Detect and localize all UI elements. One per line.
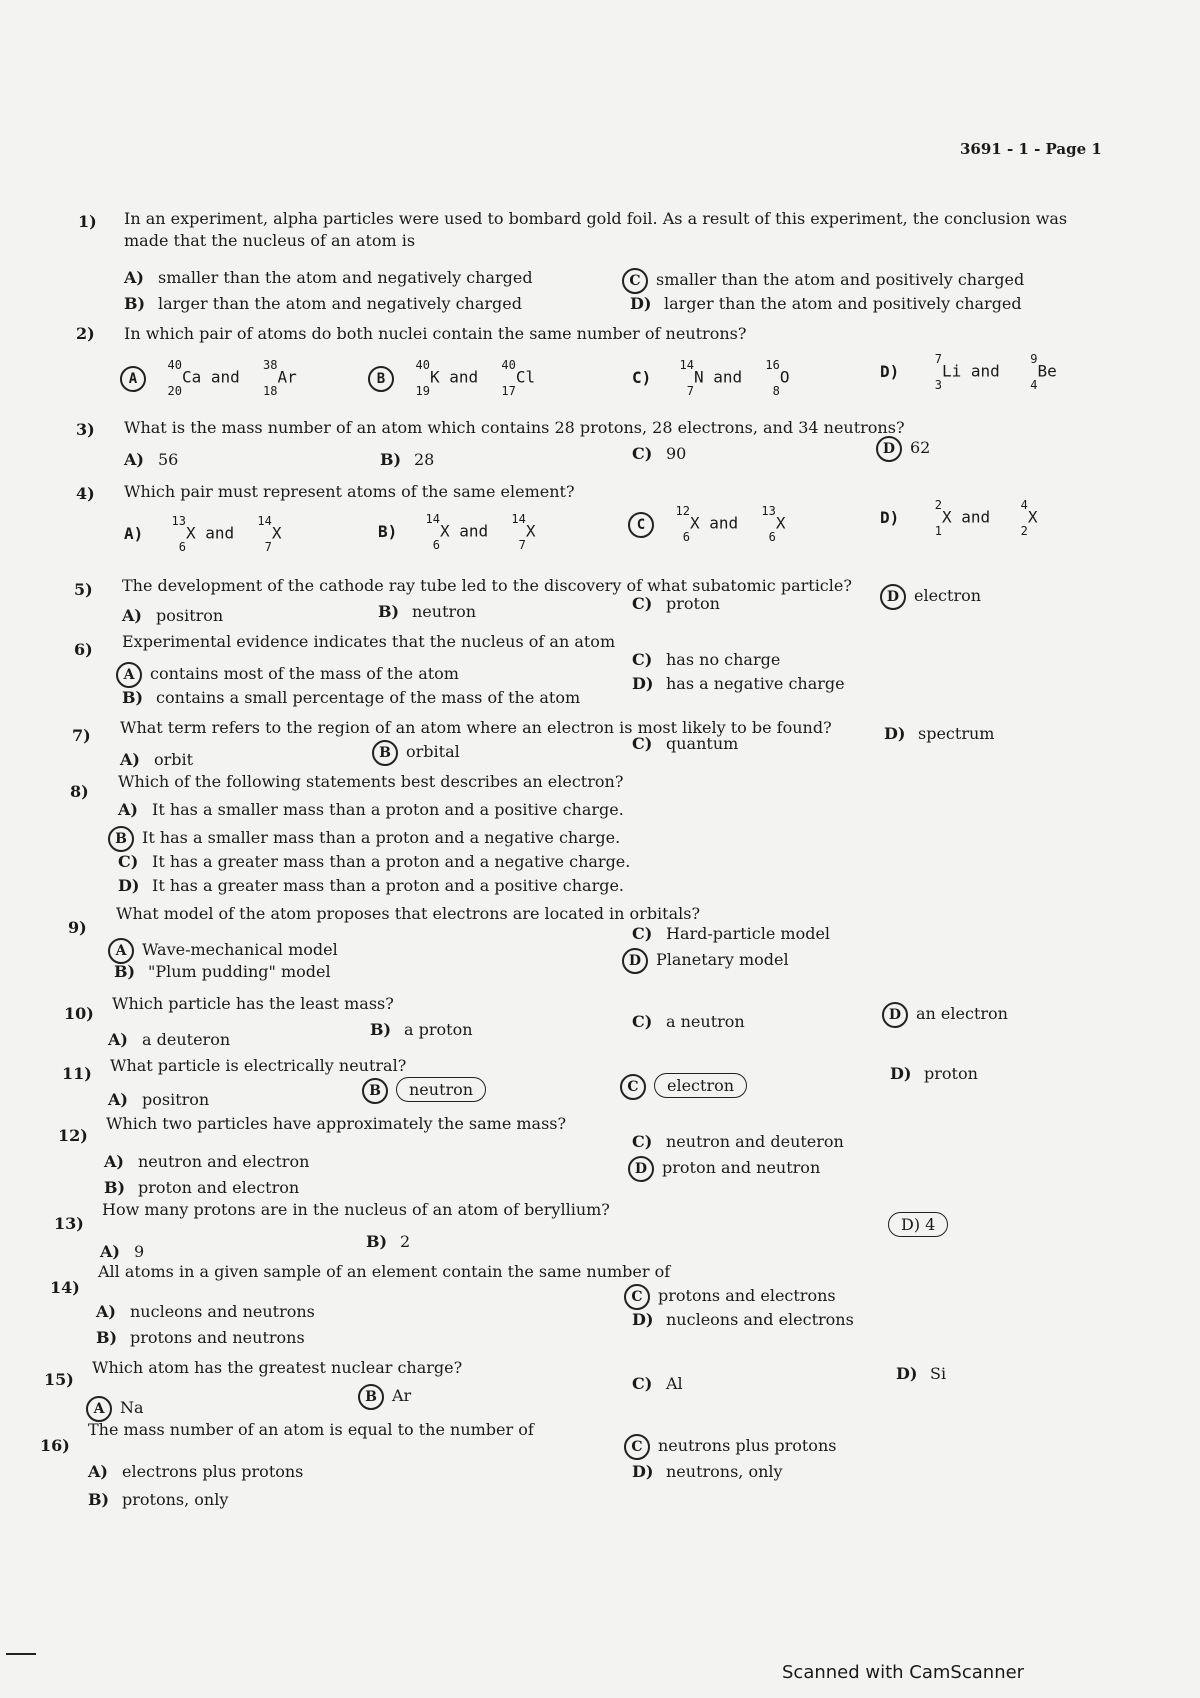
option-c-selected[interactable]: C smaller than the atom and positively charged bbox=[622, 268, 1024, 294]
option-c[interactable]: C) 90 bbox=[632, 444, 687, 463]
option-b-crossed[interactable]: B 40 19 K and 40 17 Cl bbox=[368, 362, 535, 394]
question-number: 3) bbox=[76, 420, 95, 439]
question-number: 6) bbox=[74, 640, 93, 659]
option-b[interactable]: B) 2 bbox=[366, 1232, 411, 1251]
option-c[interactable]: C) a neutron bbox=[632, 1012, 745, 1031]
option-d[interactable]: D) proton bbox=[890, 1064, 978, 1083]
option-c[interactable]: C) neutron and deuteron bbox=[632, 1132, 844, 1151]
option-d[interactable]: D) 7 3 Li and 9 4 Be bbox=[880, 352, 1057, 392]
answer-circle: C bbox=[624, 1434, 650, 1460]
question-text: Which two particles have approximately the same mass? bbox=[106, 1114, 567, 1133]
question-text: The development of the cathode ray tube led to the discovery of what subatomic particle? bbox=[122, 576, 852, 595]
question-text: In an experiment, alpha particles were used to bombard gold foil. As a result of this experiment, the conclusion was made that the nucleus of an atom is bbox=[124, 209, 1068, 250]
option-d[interactable]: D) larger than the atom and positively charged bbox=[630, 294, 1022, 313]
option-b-selected[interactable]: B orbital bbox=[372, 740, 460, 766]
option-b[interactable]: B) protons, only bbox=[88, 1490, 229, 1509]
question-number: 11) bbox=[62, 1064, 92, 1083]
question-text: Experimental evidence indicates that the nucleus of an atom bbox=[122, 632, 616, 651]
question-number: 7) bbox=[72, 726, 91, 745]
option-d[interactable]: D) spectrum bbox=[884, 724, 995, 743]
answer-circle: A bbox=[116, 662, 142, 688]
question-number: 14) bbox=[50, 1278, 80, 1297]
option-b-selected[interactable]: B It has a smaller mass than a proton and a negative charge. bbox=[108, 826, 620, 852]
option-d[interactable]: D) 2 1 X and 4 2 X bbox=[880, 498, 1038, 538]
question-text: How many protons are in the nucleus of an atom of beryllium? bbox=[102, 1200, 610, 1219]
option-b[interactable]: B) "Plum pudding" model bbox=[114, 962, 331, 981]
question-number: 13) bbox=[54, 1214, 84, 1233]
question-text: What model of the atom proposes that electrons are located in orbitals? bbox=[116, 904, 701, 923]
option-d-selected[interactable]: D 62 bbox=[876, 436, 930, 462]
option-d[interactable]: D) It has a greater mass than a proton and a positive charge. bbox=[118, 876, 625, 895]
question-number: 8) bbox=[70, 782, 89, 801]
question-text: What term refers to the region of an atom where an electron is most likely to be found? bbox=[120, 718, 832, 737]
option-b-circled[interactable] bbox=[362, 1078, 486, 1104]
answer-circle: B bbox=[368, 366, 394, 392]
option-a[interactable]: A) 56 bbox=[124, 450, 179, 469]
question-text: Which of the following statements best describes an electron? bbox=[118, 772, 624, 791]
option-d-selected[interactable]: D proton and neutron bbox=[628, 1156, 820, 1182]
option-c-selected[interactable]: C protons and electrons bbox=[624, 1284, 836, 1310]
option-b[interactable]: B) larger than the atom and negatively charged bbox=[124, 294, 522, 313]
answer-oval: electron bbox=[654, 1073, 747, 1098]
option-d[interactable]: D) Si bbox=[896, 1364, 947, 1383]
answer-oval: neutron bbox=[396, 1077, 486, 1102]
question-number: 12) bbox=[58, 1126, 88, 1145]
answer-circle: C bbox=[620, 1074, 646, 1100]
answer-circle: B bbox=[362, 1078, 388, 1104]
answer-circle: B bbox=[372, 740, 398, 766]
option-a[interactable]: A) a deuteron bbox=[108, 1030, 231, 1049]
option-a[interactable]: A) positron bbox=[108, 1090, 210, 1109]
option-c-selected[interactable]: C 12 6 X and 13 6 X bbox=[628, 508, 785, 540]
option-a[interactable]: A) positron bbox=[122, 606, 224, 625]
question-text: In which pair of atoms do both nuclei contain the same number of neutrons? bbox=[124, 324, 747, 343]
option-b[interactable]: B) neutron bbox=[378, 602, 477, 621]
question-text: Which atom has the greatest nuclear charge? bbox=[92, 1358, 463, 1377]
question-number: 16) bbox=[40, 1436, 70, 1455]
question-text: What particle is electrically neutral? bbox=[110, 1056, 407, 1075]
question-text: Which particle has the least mass? bbox=[112, 994, 394, 1013]
option-a[interactable]: A) 9 bbox=[100, 1242, 145, 1261]
answer-circle: D bbox=[882, 1002, 908, 1028]
option-b-selected[interactable]: B Ar bbox=[358, 1384, 411, 1410]
question-text: Which pair must represent atoms of the same element? bbox=[124, 482, 575, 501]
margin-mark bbox=[6, 1653, 36, 1655]
option-c[interactable]: C) Hard-particle model bbox=[632, 924, 831, 943]
option-a[interactable]: A) It has a smaller mass than a proton and a positive charge. bbox=[118, 800, 624, 819]
option-d-selected[interactable]: D an electron bbox=[882, 1002, 1008, 1028]
answer-circle: D bbox=[622, 948, 648, 974]
answer-circle: C bbox=[628, 512, 654, 538]
answer-circle: C bbox=[622, 268, 648, 294]
option-b[interactable]: B) a proton bbox=[370, 1020, 473, 1039]
question-number: 15) bbox=[44, 1370, 74, 1389]
option-d[interactable]: D) nucleons and electrons bbox=[632, 1310, 854, 1329]
option-c[interactable]: C) 14 7 N and 16 8 O bbox=[632, 358, 790, 398]
answer-circle: C bbox=[624, 1284, 650, 1310]
scanner-watermark: Scanned with CamScanner bbox=[782, 1662, 1025, 1683]
answer-circle: A bbox=[86, 1396, 112, 1422]
answer-circle: A bbox=[120, 366, 146, 392]
option-b[interactable]: B) 14 6 X and 14 7 X bbox=[378, 512, 536, 552]
option-d-selected[interactable]: D) 4 bbox=[888, 1212, 948, 1237]
option-c[interactable]: C) Al bbox=[632, 1374, 683, 1393]
option-a[interactable]: A) 13 6 X and 14 7 X bbox=[124, 514, 282, 554]
answer-circle: D bbox=[876, 436, 902, 462]
option-d[interactable]: D) neutrons, only bbox=[632, 1462, 783, 1481]
option-a[interactable]: A) smaller than the atom and negatively charged bbox=[124, 268, 533, 287]
option-b[interactable]: B) proton and electron bbox=[104, 1178, 300, 1197]
answer-circle: B bbox=[358, 1384, 384, 1410]
question-text: What is the mass number of an atom which contains 28 protons, 28 electrons, and 34 neutrons? bbox=[124, 418, 905, 437]
option-c-selected[interactable] bbox=[620, 1074, 747, 1100]
question-number: 1) bbox=[78, 212, 97, 231]
question-number: 5) bbox=[74, 580, 93, 599]
option-b[interactable]: B) protons and neutrons bbox=[96, 1328, 305, 1347]
option-a-selected[interactable]: A 40 20 Ca and 38 18 Ar bbox=[120, 362, 297, 394]
option-d-selected[interactable]: D electron bbox=[880, 584, 981, 610]
option-a[interactable]: A) orbit bbox=[120, 750, 194, 769]
option-a[interactable]: A) nucleons and neutrons bbox=[96, 1302, 315, 1321]
option-c[interactable]: C) quantum bbox=[632, 734, 739, 753]
option-c[interactable]: C) has no charge bbox=[632, 650, 781, 669]
question-text: All atoms in a given sample of an element contain the same number of bbox=[98, 1262, 671, 1281]
option-a[interactable]: A) neutron and electron bbox=[104, 1152, 310, 1171]
question-number: 2) bbox=[76, 324, 95, 343]
question-text: The mass number of an atom is equal to the number of bbox=[88, 1420, 534, 1439]
question-number: 9) bbox=[68, 918, 87, 937]
option-c-selected[interactable]: C neutrons plus protons bbox=[624, 1434, 836, 1460]
option-c[interactable]: C) It has a greater mass than a proton and a negative charge. bbox=[118, 852, 631, 871]
answer-circle: D bbox=[628, 1156, 654, 1182]
option-d-crossed[interactable]: D Planetary model bbox=[622, 948, 789, 974]
answer-circle: D bbox=[880, 584, 906, 610]
question-number: 4) bbox=[76, 484, 95, 503]
option-b[interactable]: B) 28 bbox=[380, 450, 435, 469]
option-d[interactable]: D) has a negative charge bbox=[632, 674, 845, 693]
page-label: 3691 - 1 - Page 1 bbox=[960, 140, 1102, 158]
option-a-crossed[interactable]: A Na bbox=[86, 1396, 144, 1422]
option-a-selected[interactable]: A Wave-mechanical model bbox=[108, 938, 338, 964]
question-number: 10) bbox=[64, 1004, 94, 1023]
option-b[interactable]: B) contains a small percentage of the mass of the atom bbox=[122, 688, 581, 707]
answer-circle: B bbox=[108, 826, 134, 852]
option-c[interactable]: C) proton bbox=[632, 594, 720, 613]
answer-circle: A bbox=[108, 938, 134, 964]
option-a-selected[interactable]: A contains most of the mass of the atom bbox=[116, 662, 459, 688]
option-a[interactable]: A) electrons plus protons bbox=[88, 1462, 304, 1481]
